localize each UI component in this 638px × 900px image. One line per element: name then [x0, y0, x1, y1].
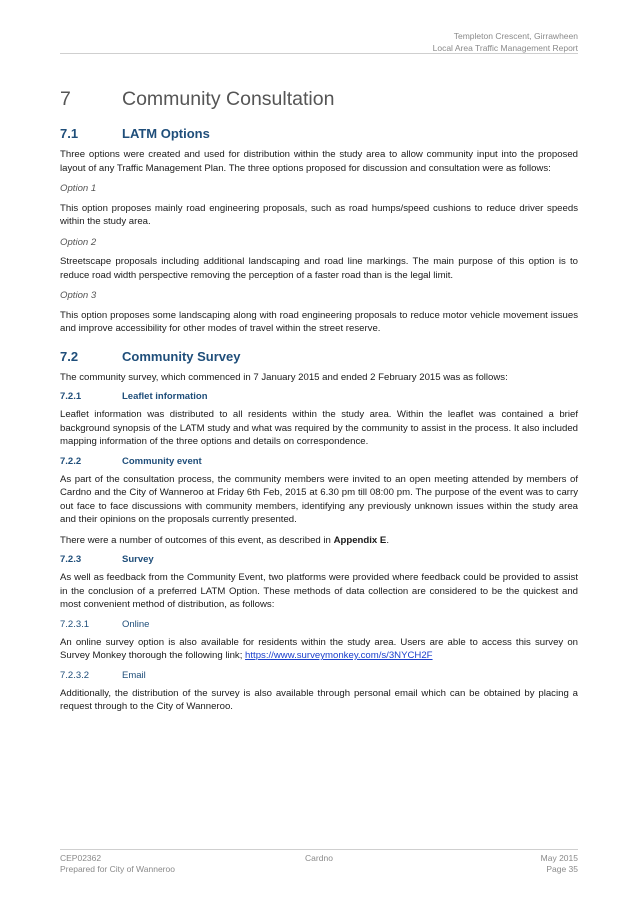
heading-7-1 — [60, 126, 578, 141]
heading-7-2-3-1 — [60, 619, 578, 630]
header-project: Templeton Crescent, Girrawheen — [453, 31, 578, 41]
header-report: Local Area Traffic Management Report — [432, 43, 578, 53]
heading-7-2-2 — [60, 456, 578, 467]
option-2-label: Option 2 — [60, 236, 97, 248]
footer-page-number: Page 35 — [546, 864, 578, 874]
outcomes-text — [60, 534, 578, 548]
option-3-label: Option 3 — [60, 290, 97, 301]
heading-number: 7.2.3 — [60, 554, 82, 565]
heading-number: 7.2 — [60, 348, 79, 364]
option-1-text: This option proposes mainly road engineering proposals, such as road humps/speed cushions to reduce driver speeds within the study area. — [60, 202, 578, 227]
outcomes-suffix: . — [386, 534, 390, 546]
heading-title: Community event — [122, 455, 202, 467]
community-survey-intro: The community survey, which commenced in 7 January 2015 and ended 2 February 2015 was as follows: — [60, 371, 508, 383]
section-heading — [60, 88, 578, 111]
leaflet-information-text: Leaflet information was distributed to all residents within the study area. Within the leaflet was contained a brief background synopsis of the LATM study and what was required by the community to assist in the process. It also included mapping information of the three options and details on correspondence. — [60, 409, 578, 447]
heading-number: 7.2.3.2 — [60, 669, 90, 681]
footer-company: Cardno — [305, 853, 333, 863]
page-body — [60, 88, 578, 721]
latm-options-intro: Three options were created and used for distribution within the study area to allow community input into the proposed layout of any Traffic Management Plan. The three options proposed for discussion and consultation were as follows: — [60, 149, 578, 174]
footer-date: May 2015 — [540, 853, 578, 863]
survey-text: As well as feedback from the Community Event, two platforms were provided where feedback could be provided to assist in the conclusion of a preferred LATM Option. These methods of data collection are considered to be the quickest and most convenient method of distribution, as follows: — [60, 572, 578, 610]
section-number: 7 — [60, 88, 71, 110]
option-1-label: Option 1 — [60, 183, 97, 194]
heading-7-2 — [60, 349, 578, 364]
heading-7-2-3-2 — [60, 670, 578, 681]
heading-number: 7.2.1 — [60, 391, 82, 402]
outcomes-prefix: There were a number of outcomes of this event, as described in — [60, 534, 334, 546]
page-header — [433, 30, 578, 54]
header-divider — [60, 53, 578, 54]
option-3-text: This option proposes some landscaping along with road engineering proposals to reduce motor vehicle movement issues and improve accessibility for other modes of travel within the street reserve. — [60, 309, 578, 334]
online-survey-text — [60, 636, 578, 663]
footer-divider — [60, 849, 578, 850]
footer-prepared-for: Prepared for City of Wanneroo — [60, 864, 175, 874]
heading-title: Survey — [122, 554, 154, 565]
heading-title: Community Survey — [122, 348, 241, 364]
email-survey-text: Additionally, the distribution of the survey is also available through personal email which can be obtained by placing a request through to the City of Wanneroo. — [60, 687, 578, 712]
footer-right — [541, 853, 578, 875]
heading-title: Online — [122, 618, 150, 630]
heading-7-2-3 — [60, 554, 578, 565]
community-event-text: As part of the consultation process, the community members were invited to an open meeting attended by members of Cardno and the City of Wanneroo at Friday 6th Feb, 2015 at 6.30 pm till 08:00 pm. The purpose of the event was to carry out face to face discussions with community members, identifying any previously unknown issues within the study area and their opinions on the proposals currently presented. — [60, 473, 578, 525]
survey-monkey-link[interactable]: https://www.surveymonkey.com/s/3NYCH2F — [245, 650, 433, 661]
online-survey-body: An online survey option is also available for residents within the study area. Users are able to access this survey on Survey Monkey thorough the following link; — [60, 636, 578, 661]
heading-title: LATM Options — [122, 126, 210, 141]
heading-number: 7.1 — [60, 126, 79, 141]
heading-title: Leaflet information — [122, 391, 208, 402]
heading-number: 7.2.3.1 — [60, 618, 90, 630]
option-2-text: Streetscape proposals including additional landscaping and road line markings. The main purpose of this option is to reduce road width perspective removing the perception of a faster road than is the legal limit. — [60, 256, 578, 281]
heading-number: 7.2.2 — [60, 455, 82, 467]
heading-title: Email — [122, 669, 146, 681]
appendix-reference: Appendix E — [333, 534, 387, 546]
footer-doc-code: CEP02362 — [60, 853, 102, 863]
section-title: Community Consultation — [122, 88, 335, 110]
heading-7-2-1 — [60, 391, 578, 402]
